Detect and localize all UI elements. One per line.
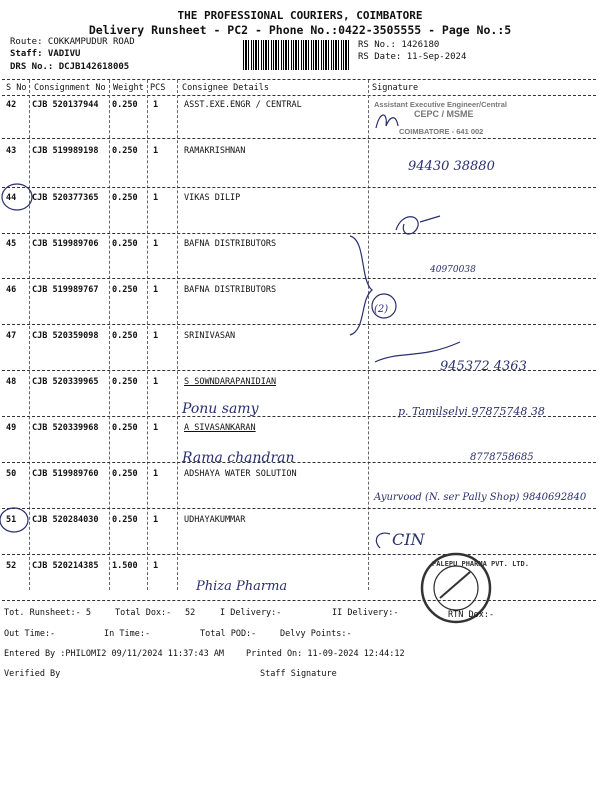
total-dox-value: 52 [185,608,196,618]
row-weight: 0.250 [112,331,138,341]
hw-note-46: (2) [374,304,389,315]
row-pcs: 1 [153,469,159,479]
row-consignment: CJB 519989706 [32,239,99,249]
hw-note-51: CIN [392,530,425,549]
row-consignee: ASST.EXE.ENGR / CENTRAL [184,100,302,110]
row-consignment: CJB 520339968 [32,423,99,433]
rtn-dox: RTN Dox:- [448,610,495,620]
total-pod: Total POD:- [200,629,257,639]
row-consignment: CJB 520339965 [32,377,99,387]
row-weight: 0.250 [112,100,138,110]
row-consignee: RAMAKRISHNAN [184,146,246,156]
row-pcs: 1 [153,423,159,433]
i-delivery: I Delivery:- [220,608,282,618]
row-weight: 0.250 [112,285,138,295]
stamp-line: CEPC / MSME [414,109,474,119]
row-consignee: BAFNA DISTRIBUTORS [184,285,277,295]
hw-name-48: Ponu samy [182,401,259,417]
row-consignee: UDHAYAKUMMAR [184,515,246,525]
row-consignment: CJB 520377365 [32,193,99,203]
row-pcs: 1 [153,561,159,571]
delvy-points: Delvy Points:- [280,629,352,639]
hw-name-52: Phiza Pharma [196,579,288,594]
tot-runsheet: Tot. Runsheet:- 5 [4,608,91,618]
col-signature: Signature [372,83,419,93]
row-weight: 0.250 [112,469,138,479]
out-time: Out Time:- [4,629,56,639]
stamp-line: Assistant Executive Engineer/Central [374,100,507,109]
row-pcs: 1 [153,331,159,341]
row-weight: 0.250 [112,377,138,387]
hw-phone-49: 8778758685 [470,452,534,463]
row-sno: 48 [6,377,17,387]
col-pcs: PCS [150,83,166,93]
row-sno: 45 [6,239,17,249]
row-sno: 47 [6,331,17,341]
row-weight: 0.250 [112,515,138,525]
row-pcs: 1 [153,377,159,387]
row-pcs: 1 [153,100,159,110]
row-consignment: CJB 520137944 [32,100,99,110]
round-stamp-text: PALEPU PHARMA PVT. LTD. [432,560,529,568]
row-consignment: CJB 520359098 [32,331,99,341]
row-consignment: CJB 520284030 [32,515,99,525]
verified-by: Verified By [4,669,61,679]
ii-delivery: II Delivery:- [332,608,399,618]
row-consignee: ADSHAYA WATER SOLUTION [184,469,297,479]
stamp-line: COIMBATORE - 641 002 [399,127,484,136]
entered-by: Entered By :PHILOMI2 09/11/2024 11:37:43 AM [4,649,225,659]
col-consignment: Consignment No [34,83,106,93]
row-pcs: 1 [153,239,159,249]
row-circle-mark [2,184,32,210]
hw-name-49: Rama chandran [182,450,295,466]
col-consignee: Consignee Details [182,83,269,93]
col-sno: S No [6,83,27,93]
hw-note-45: 40970038 [430,265,476,275]
hw-note-50: Ayurvood (N. ser Pally Shop) 9840692840 [374,492,587,503]
row-weight: 0.250 [112,146,138,156]
row-consignee: S SOWNDARAPANIDIAN [184,377,277,387]
company-name: THE PROFESSIONAL COURIERS, COIMBATORE [177,9,423,22]
row-weight: 0.250 [112,423,138,433]
row-weight: 1.500 [112,561,138,571]
hw-phone-47: 945372 4363 [440,359,527,374]
row-consignment: CJB 519989767 [32,285,99,295]
rs-number: RS No.: 1426180 [358,40,440,50]
row-sno: 50 [6,469,17,479]
signature-mark [396,216,440,234]
col-weight: Weight [113,83,144,93]
row-sno: 51 [6,515,17,525]
rs-date: RS Date: 11-Sep-2024 [358,52,467,62]
row-sno: 52 [6,561,17,571]
in-time: In Time:- [104,629,151,639]
hw-name-phone-48: p. Tamilselvi 97875748 38 [398,405,545,418]
row-pcs: 1 [153,193,159,203]
printed-on: Printed On: 11-09-2024 12:44:12 [246,649,405,659]
route-label: Route: COKKAMPUDUR ROAD [10,37,135,47]
total-dox-label: Total Dox:- [115,608,172,618]
row-sno: 44 [6,193,17,203]
runsheet-title: Delivery Runsheet - PC2 - Phone No.:0422-3505555 - Page No.:5 [88,23,512,37]
row-sno: 43 [6,146,17,156]
signature-mark [376,115,398,128]
row-sno: 46 [6,285,17,295]
row-consignee: SRINIVASAN [184,331,236,341]
row-consignment: CJB 519989760 [32,469,99,479]
row-consignment: CJB 519989198 [32,146,99,156]
row-consignee: BAFNA DISTRIBUTORS [184,239,277,249]
row-consignment: CJB 520214385 [32,561,99,571]
row-pcs: 1 [153,285,159,295]
row-consignee: VIKAS DILIP [184,193,241,203]
row-weight: 0.250 [112,193,138,203]
row-sno: 42 [6,100,17,110]
row-pcs: 1 [153,146,159,156]
staff-label: Staff: VADIVU [10,49,81,59]
row-sno: 49 [6,423,17,433]
brace-mark [350,236,372,335]
signature-mark [376,533,390,548]
row-consignee: A SIVASANKARAN [184,423,256,433]
staff-signature: Staff Signature [260,669,337,679]
hw-phone-43: 94430 38880 [408,159,495,174]
row-circle-mark [0,508,28,532]
drs-number: DRS No.: DCJB142618005 [10,62,130,72]
row-pcs: 1 [153,515,159,525]
row-weight: 0.250 [112,239,138,249]
